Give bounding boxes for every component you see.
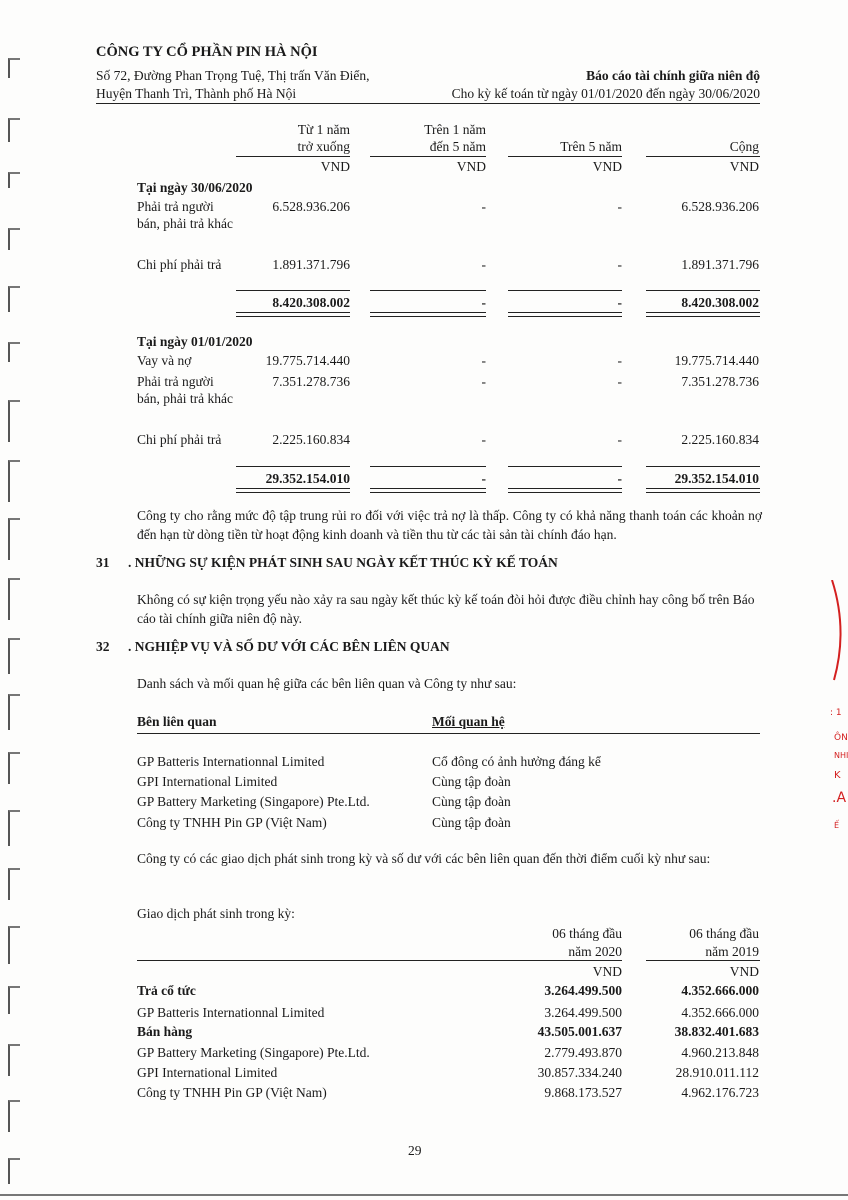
total-rule <box>236 290 350 291</box>
unit-label: VND <box>456 159 486 174</box>
punch-hole <box>8 118 20 142</box>
cell-value: 6.528.936.206 <box>681 199 759 214</box>
party-header: Bên liên quan <box>137 714 217 729</box>
unit-label: VND <box>592 964 622 979</box>
total-value: - <box>617 471 622 486</box>
cell-value: - <box>617 432 622 447</box>
total-value: - <box>481 471 486 486</box>
cell-value: - <box>617 353 622 368</box>
transaction-value-2019: 28.910.011.112 <box>675 1065 759 1080</box>
col-header-line1: Trên 1 năm <box>424 122 486 137</box>
row-label: Vay và nợ <box>137 353 192 368</box>
transaction-label: Trả cổ tức <box>137 983 196 998</box>
section-title: Tại ngày 30/06/2020 <box>137 180 253 195</box>
section-title: Tại ngày 01/01/2020 <box>137 334 253 349</box>
svg-text:ÔN: ÔN <box>834 733 848 743</box>
section-body: Không có sự kiện trọng yếu nào xảy ra sau ngày kết thúc kỳ kế toán đòi hỏi được điều chỉnh hay công bố trên Báo cáo tài chính giữa niên độ này. <box>137 592 755 626</box>
section-heading: . NHỮNG SỰ KIỆN PHÁT SINH SAU NGÀY KẾT THÚC KỲ KẾ TOÁN <box>128 555 558 570</box>
punch-hole <box>8 1158 20 1184</box>
party-relation: Cùng tập đoàn <box>432 774 511 789</box>
transaction-value-2019: 4.962.176.723 <box>681 1085 759 1100</box>
relation-header: Mối quan hệ <box>432 714 505 729</box>
total-value: 29.352.154.010 <box>674 471 759 486</box>
report-title: Báo cáo tài chính giữa niên độ <box>586 68 760 83</box>
report-period: Cho kỳ kế toán từ ngày 01/01/2020 đến ngày 30/06/2020 <box>451 86 760 101</box>
col-header-line2: trở xuống <box>297 139 350 154</box>
punch-hole <box>8 518 20 560</box>
col-header-line2: năm 2020 <box>568 944 622 959</box>
total-value: - <box>617 295 622 310</box>
row-label: Phải trả người bán, phải trả khác <box>137 199 233 231</box>
transaction-label: GP Battery Marketing (Singapore) Pte.Ltd. <box>137 1045 370 1060</box>
total-rule <box>508 290 622 291</box>
punch-hole <box>8 228 20 250</box>
cell-value: 2.225.160.834 <box>681 432 759 447</box>
cell-value: 7.351.278.736 <box>272 374 350 389</box>
total-rule <box>236 466 350 467</box>
col-header-line2: Trên 5 năm <box>560 139 622 154</box>
cell-value: - <box>617 374 622 389</box>
cell-value: - <box>481 199 486 214</box>
svg-text:.A: .A <box>832 790 847 806</box>
total-double-rule <box>508 312 622 317</box>
cell-value: - <box>481 374 486 389</box>
col-header-line1: 06 tháng đầu <box>689 926 759 941</box>
unit-label: VND <box>320 159 350 174</box>
total-value: 8.420.308.002 <box>272 295 350 310</box>
total-rule <box>370 466 486 467</box>
col-header-line2: năm 2019 <box>705 944 759 959</box>
party-name: Công ty TNHH Pin GP (Việt Nam) <box>137 815 327 830</box>
cell-value: - <box>481 353 486 368</box>
col-header-rule <box>646 960 760 961</box>
col-header-line1: Từ 1 năm <box>297 122 350 137</box>
total-double-rule <box>370 488 486 493</box>
row-label: Chi phí phải trả <box>137 432 222 447</box>
unit-label: VND <box>592 159 622 174</box>
total-value: 29.352.154.010 <box>265 471 350 486</box>
party-name: GP Battery Marketing (Singapore) Pte.Ltd. <box>137 794 370 809</box>
company-name: CÔNG TY CỔ PHẦN PIN HÀ NỘI <box>96 44 318 60</box>
cell-value: - <box>617 257 622 272</box>
cell-value: - <box>481 257 486 272</box>
transactions-intro: Công ty có các giao dịch phát sinh trong kỳ và số dư với các bên liên quan đến thời điểm cuối kỳ như sau: <box>137 851 711 866</box>
unit-label: VND <box>729 159 759 174</box>
transaction-value-2020: 43.505.001.637 <box>537 1024 622 1039</box>
section-number: 31 <box>96 555 110 570</box>
total-double-rule <box>646 488 760 493</box>
section-heading: . NGHIỆP VỤ VÀ SỐ DƯ VỚI CÁC BÊN LIÊN QUAN <box>128 639 450 654</box>
company-address-line2: Huyện Thanh Trì, Thành phố Hà Nội <box>96 86 297 101</box>
punch-hole <box>8 286 20 312</box>
transaction-value-2020: 3.264.499.500 <box>544 983 622 998</box>
cell-value: 7.351.278.736 <box>681 374 759 389</box>
col-header-rule <box>646 156 760 157</box>
transaction-label: GPI International Limited <box>137 1065 278 1080</box>
total-rule <box>646 466 760 467</box>
cell-value: 19.775.714.440 <box>674 353 759 368</box>
transaction-label: Bán hàng <box>137 1024 193 1039</box>
transaction-value-2019: 4.352.666.000 <box>681 983 759 998</box>
punch-hole <box>8 172 20 188</box>
punch-hole <box>8 926 20 964</box>
unit-label: VND <box>729 964 759 979</box>
total-double-rule <box>646 312 760 317</box>
transaction-label: Công ty TNHH Pin GP (Việt Nam) <box>137 1085 327 1100</box>
punch-hole <box>8 1044 20 1076</box>
svg-text:Ế: Ế <box>834 821 840 830</box>
transaction-value-2019: 4.960.213.848 <box>681 1045 759 1060</box>
punch-hole <box>8 694 20 730</box>
total-rule <box>508 466 622 467</box>
punch-hole <box>8 638 20 674</box>
party-table-rule <box>137 733 760 734</box>
total-double-rule <box>370 312 486 317</box>
col-header-rule <box>370 156 486 157</box>
svg-text:NHI: NHI <box>834 751 848 760</box>
total-double-rule <box>508 488 622 493</box>
col-header-rule <box>508 156 622 157</box>
total-double-rule <box>236 488 350 493</box>
total-double-rule <box>236 312 350 317</box>
svg-text:: 1: : 1 <box>830 708 842 718</box>
party-relation: Cổ đông có ảnh hưởng đáng kể <box>432 754 601 769</box>
punch-hole <box>8 868 20 900</box>
risk-note-paragraph: Công ty cho rằng mức độ tập trung rủi ro đối với việc trả nợ là thấp. Công ty có khả năng thanh toán các khoản nợ đến hạn từ dòng tiền từ hoạt động kinh doanh và tiền thu từ các tài sản tài chính đáo hạn. <box>137 508 762 542</box>
punch-hole <box>8 58 20 78</box>
party-relation: Cùng tập đoàn <box>432 794 511 809</box>
party-name: GP Batteris Internationnal Limited <box>137 754 325 769</box>
cell-value: 1.891.371.796 <box>272 257 350 272</box>
punch-hole <box>8 460 20 502</box>
transaction-value-2020: 9.868.173.527 <box>544 1085 622 1100</box>
total-value: - <box>481 295 486 310</box>
punch-hole <box>8 810 20 846</box>
section-intro: Danh sách và mối quan hệ giữa các bên liên quan và Công ty như sau: <box>137 676 517 691</box>
cell-value: - <box>481 432 486 447</box>
cell-value: 19.775.714.440 <box>265 353 350 368</box>
red-stamp-fragment <box>818 580 848 840</box>
punch-hole <box>8 1100 20 1132</box>
punch-hole <box>8 578 20 620</box>
transaction-value-2020: 30.857.334.240 <box>537 1065 622 1080</box>
col-header-line2: Cộng <box>729 139 759 154</box>
cell-value: 2.225.160.834 <box>272 432 350 447</box>
section-number: 32 <box>96 639 110 654</box>
col-header-line2: đến 5 năm <box>429 139 486 154</box>
cell-value: 1.891.371.796 <box>681 257 759 272</box>
total-rule <box>370 290 486 291</box>
transaction-value-2020: 2.779.493.870 <box>544 1045 622 1060</box>
col-header-rule <box>137 960 622 961</box>
transaction-value-2019: 4.352.666.000 <box>681 1005 759 1020</box>
party-relation: Cùng tập đoàn <box>432 815 511 830</box>
page-number: 29 <box>408 1143 422 1158</box>
total-rule <box>646 290 760 291</box>
transaction-value-2019: 38.832.401.683 <box>674 1024 759 1039</box>
row-label: Phải trả người bán, phải trả khác <box>137 374 233 406</box>
transaction-value-2020: 3.264.499.500 <box>544 1005 622 1020</box>
transactions-label: Giao dịch phát sinh trong kỳ: <box>137 906 295 921</box>
transaction-label: GP Batteris Internationnal Limited <box>137 1005 325 1020</box>
col-header-rule <box>236 156 350 157</box>
page-bottom-edge <box>0 1194 848 1196</box>
cell-value: - <box>617 199 622 214</box>
punch-hole <box>8 752 20 784</box>
punch-hole <box>8 400 20 442</box>
cell-value: 6.528.936.206 <box>272 199 350 214</box>
row-label: Chi phí phải trả <box>137 257 222 272</box>
party-name: GPI International Limited <box>137 774 278 789</box>
total-value: 8.420.308.002 <box>681 295 759 310</box>
punch-hole <box>8 986 20 1014</box>
svg-text:K: K <box>834 770 841 781</box>
header-divider <box>96 103 760 104</box>
punch-hole <box>8 342 20 362</box>
company-address-line1: Số 72, Đường Phan Trọng Tuệ, Thị trấn Văn Điển, <box>96 68 370 83</box>
col-header-line1: 06 tháng đầu <box>552 926 622 941</box>
